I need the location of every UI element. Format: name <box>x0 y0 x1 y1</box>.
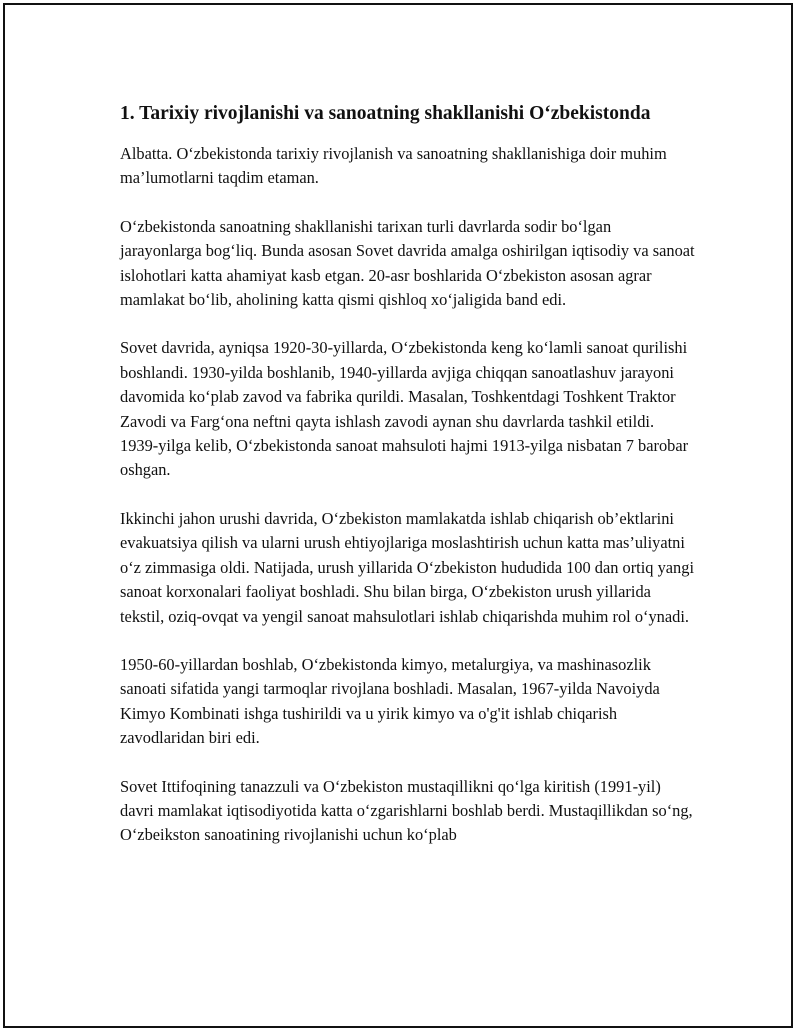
document-body <box>120 101 695 872</box>
section-heading: 1. Tarixiy rivojlanishi va sanoatning shakllanishi O‘zbekistonda <box>120 103 651 124</box>
paragraph-new-industries: 1950-60-yillardan boshlab, O‘zbekistonda kimyo, metalurgiya, va mashinasozlik sanoati sifatida yangi tarmoqlar rivojlana boshladi. Masalan, 1967-yilda Navoiyda Kimyo Kombinati ishga tushirildi va u yirik kimyo va o'g'it ishlab chiqarish zavodlaridan biri edi. <box>120 654 660 748</box>
paragraph-world-war-two: Ikkinchi jahon urushi davrida, O‘zbekiston mamlakatda ishlab chiqarish ob’ektlarini evakuatsiya qilish va ularni urush ehtiyojlariga moslashtirish uchun katta mas’uliyatni o‘z zimmasiga oldi. Natijada, urush yillarida O‘zbekiston hududida 100 dan ortiq yangi sanoat korxonalari faoliyat boshladi. Shu bilan birga, O‘zbekiston urush yillarida tekstil, oziq-ovqat va yengil sanoat mahsulotlari ishlab chiqarishda muhim rol o‘ynadi. <box>120 508 694 626</box>
paragraph-intro: Albatta. O‘zbekistonda tarixiy rivojlanish va sanoatning shakllanishiga doir muhim ma’lumotlarni taqdim etaman. <box>120 144 667 188</box>
paragraph-soviet-industrialization: Sovet davrida, ayniqsa 1920-30-yillarda, O‘zbekistonda keng ko‘lamli sanoat qurilishi boshlandi. 1930-yilda boshlanib, 1940-yillarda avjiga chiqqan sanoatlashuv jarayoni davomida ko‘plab zavod va fabrika qurildi. Masalan, Toshkentdagi Toshkent Traktor Zavodi va Farg‘ona neftni qayta ishlash zavodi aynan shu davrlarda tashkil etildi. 1939-yilga kelib, O‘zbekistonda sanoat mahsuloti hajmi 1913-yilga nisbatan 7 barobar oshgan. <box>120 338 689 480</box>
paragraph-independence: Sovet Ittifoqining tanazzuli va O‘zbekiston mustaqillikni qo‘lga kiritish (1991-yil) davri mamlakat iqtisodiyotida katta o‘zgarishlarni boshlab berdi. Mustaqillikdan so‘ng, O‘zbeikston sanoatining rivojlanishi uchun ko‘plab <box>120 776 693 845</box>
paragraph-background: O‘zbekistonda sanoatning shakllanishi tarixan turli davrlarda sodir bo‘lgan jarayonlarga bog‘liq. Bunda asosan Sovet davrida amalga oshirilgan iqtisodiy va sanoat islohotlari katta ahamiyat kasb etgan. 20-asr boshlarida O‘zbekiston asosan agrar mamlakat bo‘lib, aholining katta qismi qishloq xo‘jaligida band edi. <box>120 216 695 310</box>
document-page <box>3 3 793 1028</box>
